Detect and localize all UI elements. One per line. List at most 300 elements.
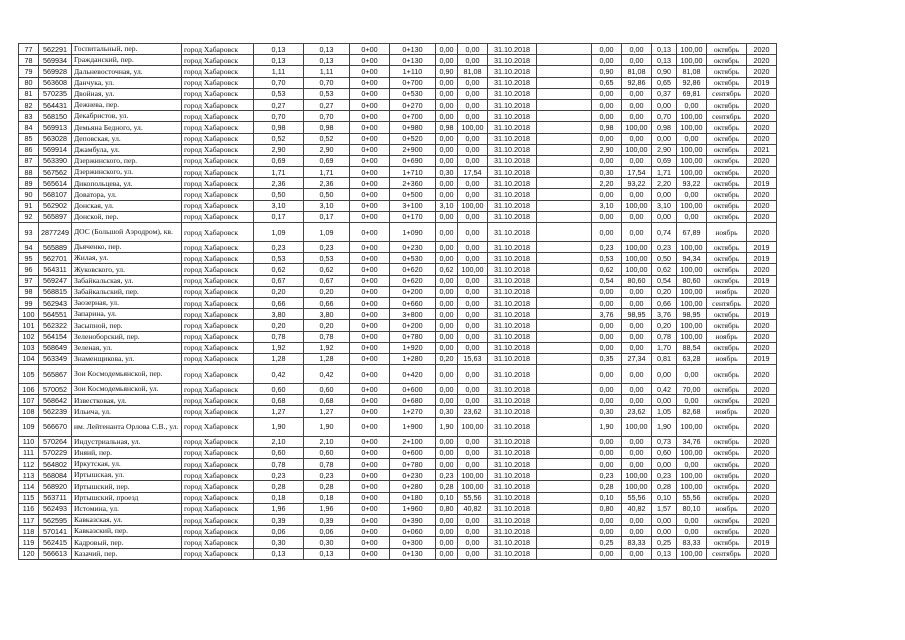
cell-end-km: 0+700 [389,111,435,122]
cell-road-id: 570052 [39,384,72,395]
cell-inspection-date: 31.10.2018 [487,514,536,525]
cell-done-percent: 100,00 [676,548,706,559]
cell-street-name: Иртышская, ул. [71,470,181,481]
cell-row-number: 110 [19,436,39,447]
cell-row-number: 118 [19,526,39,537]
cell-year: 2020 [746,200,776,211]
cell-repaired-km: 0,00 [435,211,457,222]
cell-done-km: 0,69 [651,155,676,166]
cell-end-km: 0+680 [389,395,435,406]
cell-road-id: 563711 [39,492,72,503]
cell-inspection-date: 31.10.2018 [487,342,536,353]
cell-end-km: 0+620 [389,264,435,275]
cell-street-name: Дзержинского, пер. [71,155,181,166]
cell-done-km: 1,90 [651,417,676,436]
cell-length-road: 1,96 [303,503,349,514]
cell-end-km: 0+130 [389,55,435,66]
cell-done-percent: 81,08 [676,66,706,77]
cell-year: 2020 [746,286,776,297]
cell-street-name: Казачий, пер. [71,548,181,559]
cell-length-total: 0,53 [253,88,303,99]
cell-planned-km: 0,00 [591,514,621,525]
cell-street-name: Засыпной, пер. [71,320,181,331]
cell-done-percent: 0,00 [676,133,706,144]
cell-street-name: Кавказская, ул. [71,514,181,525]
cell-repaired-km: 0,00 [435,44,457,55]
cell-end-km: 2+100 [389,436,435,447]
cell-year: 2020 [746,459,776,470]
cell-road-id: 564802 [39,459,72,470]
cell-start-km: 0+00 [349,470,389,481]
cell-done-percent: 100,00 [676,417,706,436]
cell-road-id: 563608 [39,77,72,88]
cell-inspection-date: 31.10.2018 [487,200,536,211]
table-row [19,309,777,320]
table-row [19,503,777,514]
cell-note [536,133,591,144]
cell-road-id: 565897 [39,211,72,222]
cell-inspection-date: 31.10.2018 [487,223,536,242]
cell-street-name: Истомина, ул. [71,503,181,514]
cell-done-km: 0,20 [651,320,676,331]
cell-city: город Хабаровск [181,537,253,548]
table-row [19,99,777,110]
cell-road-id: 568920 [39,481,72,492]
cell-length-road: 0,69 [303,155,349,166]
cell-inspection-date: 31.10.2018 [487,111,536,122]
cell-end-km: 1+710 [389,167,435,178]
cell-street-name: Джамбула, ул. [71,144,181,155]
cell-repaired-km: 0,00 [435,537,457,548]
cell-month: октябрь [706,66,746,77]
cell-street-name: Жуковского, ул. [71,264,181,275]
cell-length-total: 0,50 [253,189,303,200]
cell-planned-percent: 0,00 [621,514,651,525]
cell-year: 2020 [746,223,776,242]
cell-done-km: 0,50 [651,253,676,264]
cell-done-km: 0,60 [651,447,676,458]
cell-repaired-percent: 0,00 [457,286,487,297]
cell-done-km: 0,23 [651,470,676,481]
cell-start-km: 0+00 [349,548,389,559]
table-row [19,122,777,133]
cell-year: 2020 [746,514,776,525]
cell-road-id: 564311 [39,264,72,275]
cell-start-km: 0+00 [349,77,389,88]
cell-month: октябрь [706,526,746,537]
cell-month: октябрь [706,537,746,548]
cell-length-road: 0,70 [303,77,349,88]
table-row [19,178,777,189]
cell-note [536,492,591,503]
cell-done-km: 0,78 [651,331,676,342]
cell-repaired-percent: 0,00 [457,77,487,88]
cell-length-road: 0,18 [303,492,349,503]
cell-end-km: 3+100 [389,200,435,211]
cell-done-km: 0,23 [651,242,676,253]
cell-done-percent: 80,10 [676,503,706,514]
cell-street-name: Иртышский, проезд [71,492,181,503]
cell-start-km: 0+00 [349,223,389,242]
cell-row-number: 104 [19,353,39,364]
cell-planned-km: 0,00 [591,286,621,297]
cell-city: город Хабаровск [181,167,253,178]
cell-note [536,395,591,406]
cell-street-name: Деповская, ул. [71,133,181,144]
cell-note [536,406,591,417]
cell-repaired-percent: 0,00 [457,99,487,110]
cell-inspection-date: 31.10.2018 [487,144,536,155]
table-row [19,526,777,537]
cell-planned-percent: 100,00 [621,470,651,481]
cell-planned-km: 0,28 [591,481,621,492]
cell-done-percent: 100,00 [676,55,706,66]
cell-month: октябрь [706,436,746,447]
table-row [19,77,777,88]
cell-city: город Хабаровск [181,77,253,88]
cell-done-percent: 0,00 [676,459,706,470]
cell-road-id: 570264 [39,436,72,447]
cell-start-km: 0+00 [349,526,389,537]
cell-month: октябрь [706,133,746,144]
cell-row-number: 108 [19,406,39,417]
cell-planned-km: 0,00 [591,331,621,342]
cell-start-km: 0+00 [349,144,389,155]
cell-month: октябрь [706,320,746,331]
cell-planned-km: 0,98 [591,122,621,133]
cell-row-number: 117 [19,514,39,525]
cell-planned-percent: 100,00 [621,242,651,253]
cell-done-percent: 94,34 [676,253,706,264]
cell-street-name: Жилая, ул. [71,253,181,264]
cell-end-km: 0+230 [389,470,435,481]
cell-repaired-percent: 0,00 [457,178,487,189]
cell-end-km: 0+600 [389,384,435,395]
cell-length-total: 0,60 [253,447,303,458]
cell-repaired-percent: 100,00 [457,481,487,492]
cell-planned-km: 0,00 [591,133,621,144]
cell-start-km: 0+00 [349,253,389,264]
cell-planned-percent: 0,00 [621,286,651,297]
cell-length-road: 1,71 [303,167,349,178]
cell-done-km: 0,00 [651,133,676,144]
cell-street-name: Демьяна Бедного, ул. [71,122,181,133]
cell-done-km: 0,00 [651,459,676,470]
table-row [19,459,777,470]
cell-done-percent: 100,00 [676,447,706,458]
cell-done-km: 0,13 [651,548,676,559]
cell-repaired-km: 0,00 [435,189,457,200]
cell-length-total: 0,67 [253,275,303,286]
cell-note [536,353,591,364]
cell-city: город Хабаровск [181,548,253,559]
cell-planned-percent: 80,60 [621,275,651,286]
cell-done-percent: 100,00 [676,144,706,155]
cell-year: 2019 [746,178,776,189]
cell-year: 2019 [746,537,776,548]
cell-planned-km: 0,23 [591,242,621,253]
cell-repaired-percent: 0,00 [457,111,487,122]
cell-repaired-km: 0,20 [435,353,457,364]
cell-inspection-date: 31.10.2018 [487,253,536,264]
cell-length-road: 0,28 [303,481,349,492]
cell-length-road: 1,09 [303,223,349,242]
cell-length-road: 0,13 [303,548,349,559]
cell-repaired-percent: 100,00 [457,200,487,211]
cell-inspection-date: 31.10.2018 [487,526,536,537]
cell-month: ноябрь [706,286,746,297]
cell-note [536,44,591,55]
cell-street-name: Зеленая, ул. [71,342,181,353]
cell-done-km: 0,00 [651,526,676,537]
cell-start-km: 0+00 [349,492,389,503]
cell-repaired-km: 0,00 [435,526,457,537]
cell-month: октябрь [706,55,746,66]
cell-done-percent: 63,28 [676,353,706,364]
cell-year: 2021 [746,144,776,155]
cell-repaired-km: 0,10 [435,492,457,503]
cell-street-name: Дальневосточная, ул. [71,66,181,77]
cell-street-name: им. Лейтенанта Орлова С.В., ул. [71,417,181,436]
cell-planned-km: 0,30 [591,406,621,417]
cell-start-km: 0+00 [349,342,389,353]
cell-end-km: 0+270 [389,99,435,110]
cell-planned-percent: 83,33 [621,537,651,548]
cell-inspection-date: 31.10.2018 [487,55,536,66]
cell-row-number: 113 [19,470,39,481]
cell-repaired-km: 0,00 [435,242,457,253]
cell-length-road: 0,06 [303,526,349,537]
cell-note [536,365,591,384]
cell-city: город Хабаровск [181,44,253,55]
cell-city: город Хабаровск [181,395,253,406]
cell-row-number: 102 [19,331,39,342]
cell-planned-percent: 0,00 [621,55,651,66]
cell-note [536,55,591,66]
cell-planned-km: 0,62 [591,264,621,275]
cell-city: город Хабаровск [181,144,253,155]
cell-planned-percent: 0,00 [621,155,651,166]
cell-row-number: 120 [19,548,39,559]
cell-road-id: 570141 [39,526,72,537]
cell-length-total: 0,06 [253,526,303,537]
cell-done-km: 1,71 [651,167,676,178]
cell-start-km: 0+00 [349,111,389,122]
cell-row-number: 89 [19,178,39,189]
cell-done-percent: 0,00 [676,211,706,222]
cell-year: 2020 [746,447,776,458]
cell-city: город Хабаровск [181,99,253,110]
cell-road-id: 568150 [39,111,72,122]
cell-start-km: 0+00 [349,297,389,308]
cell-note [536,297,591,308]
cell-length-total: 0,13 [253,55,303,66]
cell-repaired-percent: 15,63 [457,353,487,364]
cell-note [536,189,591,200]
cell-length-road: 1,92 [303,342,349,353]
cell-done-km: 0,65 [651,77,676,88]
cell-month: октябрь [706,275,746,286]
table-row [19,548,777,559]
cell-start-km: 0+00 [349,167,389,178]
cell-month: октябрь [706,211,746,222]
cell-end-km: 0+130 [389,44,435,55]
cell-year: 2020 [746,470,776,481]
cell-repaired-km: 0,00 [435,365,457,384]
cell-end-km: 0+600 [389,447,435,458]
cell-length-total: 0,39 [253,514,303,525]
cell-street-name: Декабристов, ул. [71,111,181,122]
cell-start-km: 0+00 [349,275,389,286]
cell-planned-percent: 0,00 [621,133,651,144]
cell-planned-km: 0,00 [591,447,621,458]
cell-year: 2020 [746,406,776,417]
cell-month: сентябрь [706,297,746,308]
cell-repaired-percent: 0,00 [457,395,487,406]
cell-inspection-date: 31.10.2018 [487,384,536,395]
cell-start-km: 0+00 [349,309,389,320]
cell-repaired-km: 0,23 [435,470,457,481]
cell-planned-percent: 98,95 [621,309,651,320]
cell-street-name: Кадровый, пер. [71,537,181,548]
cell-planned-percent: 92,86 [621,77,651,88]
cell-road-id: 562902 [39,200,72,211]
cell-start-km: 0+00 [349,395,389,406]
cell-month: октябрь [706,144,746,155]
cell-planned-km: 3,10 [591,200,621,211]
cell-city: город Хабаровск [181,88,253,99]
cell-repaired-percent: 23,62 [457,406,487,417]
cell-length-total: 0,53 [253,253,303,264]
cell-start-km: 0+00 [349,133,389,144]
cell-inspection-date: 31.10.2018 [487,417,536,436]
cell-planned-km: 0,00 [591,211,621,222]
cell-start-km: 0+00 [349,514,389,525]
cell-month: октябрь [706,44,746,55]
table-row [19,88,777,99]
cell-end-km: 1+920 [389,342,435,353]
table-row [19,144,777,155]
cell-planned-km: 0,35 [591,353,621,364]
cell-note [536,459,591,470]
cell-planned-km: 0,80 [591,503,621,514]
cell-year: 2020 [746,155,776,166]
cell-start-km: 0+00 [349,44,389,55]
cell-length-total: 0,13 [253,548,303,559]
cell-note [536,537,591,548]
cell-planned-percent: 81,08 [621,66,651,77]
cell-repaired-km: 0,00 [435,111,457,122]
cell-month: октябрь [706,384,746,395]
cell-start-km: 0+00 [349,503,389,514]
cell-city: город Хабаровск [181,253,253,264]
cell-repaired-km: 0,00 [435,548,457,559]
cell-year: 2020 [746,55,776,66]
cell-inspection-date: 31.10.2018 [487,353,536,364]
cell-end-km: 0+690 [389,155,435,166]
cell-repaired-percent: 100,00 [457,122,487,133]
cell-month: ноябрь [706,503,746,514]
cell-street-name: Госпитальный, пер. [71,44,181,55]
cell-city: город Хабаровск [181,155,253,166]
cell-start-km: 0+00 [349,264,389,275]
cell-end-km: 3+800 [389,309,435,320]
cell-done-percent: 82,68 [676,406,706,417]
cell-city: город Хабаровск [181,223,253,242]
cell-length-total: 0,70 [253,111,303,122]
cell-length-road: 1,27 [303,406,349,417]
cell-length-road: 0,17 [303,211,349,222]
cell-note [536,200,591,211]
cell-road-id: 569913 [39,122,72,133]
table-row [19,253,777,264]
cell-done-percent: 0,00 [676,395,706,406]
cell-done-percent: 100,00 [676,331,706,342]
cell-length-road: 0,60 [303,384,349,395]
cell-length-road: 0,20 [303,286,349,297]
cell-street-name: Кавказский, пер. [71,526,181,537]
cell-city: город Хабаровск [181,66,253,77]
cell-end-km: 0+520 [389,133,435,144]
cell-length-road: 3,80 [303,309,349,320]
cell-repaired-km: 0,62 [435,264,457,275]
cell-length-total: 0,20 [253,286,303,297]
cell-inspection-date: 31.10.2018 [487,189,536,200]
cell-planned-km: 0,30 [591,167,621,178]
table-row [19,537,777,548]
cell-planned-percent: 0,00 [621,365,651,384]
cell-row-number: 79 [19,66,39,77]
cell-city: город Хабаровск [181,417,253,436]
cell-month: сентябрь [706,111,746,122]
cell-year: 2020 [746,167,776,178]
cell-planned-km: 1,90 [591,417,621,436]
cell-start-km: 0+00 [349,99,389,110]
cell-length-total: 0,69 [253,155,303,166]
cell-month: октябрь [706,342,746,353]
cell-street-name: Забайкальская, ул. [71,275,181,286]
cell-length-total: 0,28 [253,481,303,492]
cell-street-name: Индустриальная, ул. [71,436,181,447]
cell-end-km: 0+530 [389,88,435,99]
cell-year: 2020 [746,526,776,537]
cell-year: 2019 [746,77,776,88]
cell-inspection-date: 31.10.2018 [487,406,536,417]
cell-street-name: Доватора, ул. [71,189,181,200]
cell-end-km: 0+200 [389,320,435,331]
cell-inspection-date: 31.10.2018 [487,122,536,133]
cell-start-km: 0+00 [349,417,389,436]
cell-end-km: 0+660 [389,297,435,308]
table-row [19,492,777,503]
cell-note [536,275,591,286]
cell-end-km: 1+270 [389,406,435,417]
cell-row-number: 86 [19,144,39,155]
cell-month: октябрь [706,447,746,458]
cell-planned-percent: 0,00 [621,548,651,559]
cell-road-id: 569247 [39,275,72,286]
cell-planned-percent: 100,00 [621,264,651,275]
cell-city: город Хабаровск [181,353,253,364]
table-row [19,44,777,55]
cell-done-km: 0,54 [651,275,676,286]
cell-month: сентябрь [706,548,746,559]
cell-inspection-date: 31.10.2018 [487,503,536,514]
cell-inspection-date: 31.10.2018 [487,297,536,308]
cell-planned-km: 0,00 [591,395,621,406]
cell-row-number: 92 [19,211,39,222]
cell-length-road: 2,36 [303,178,349,189]
